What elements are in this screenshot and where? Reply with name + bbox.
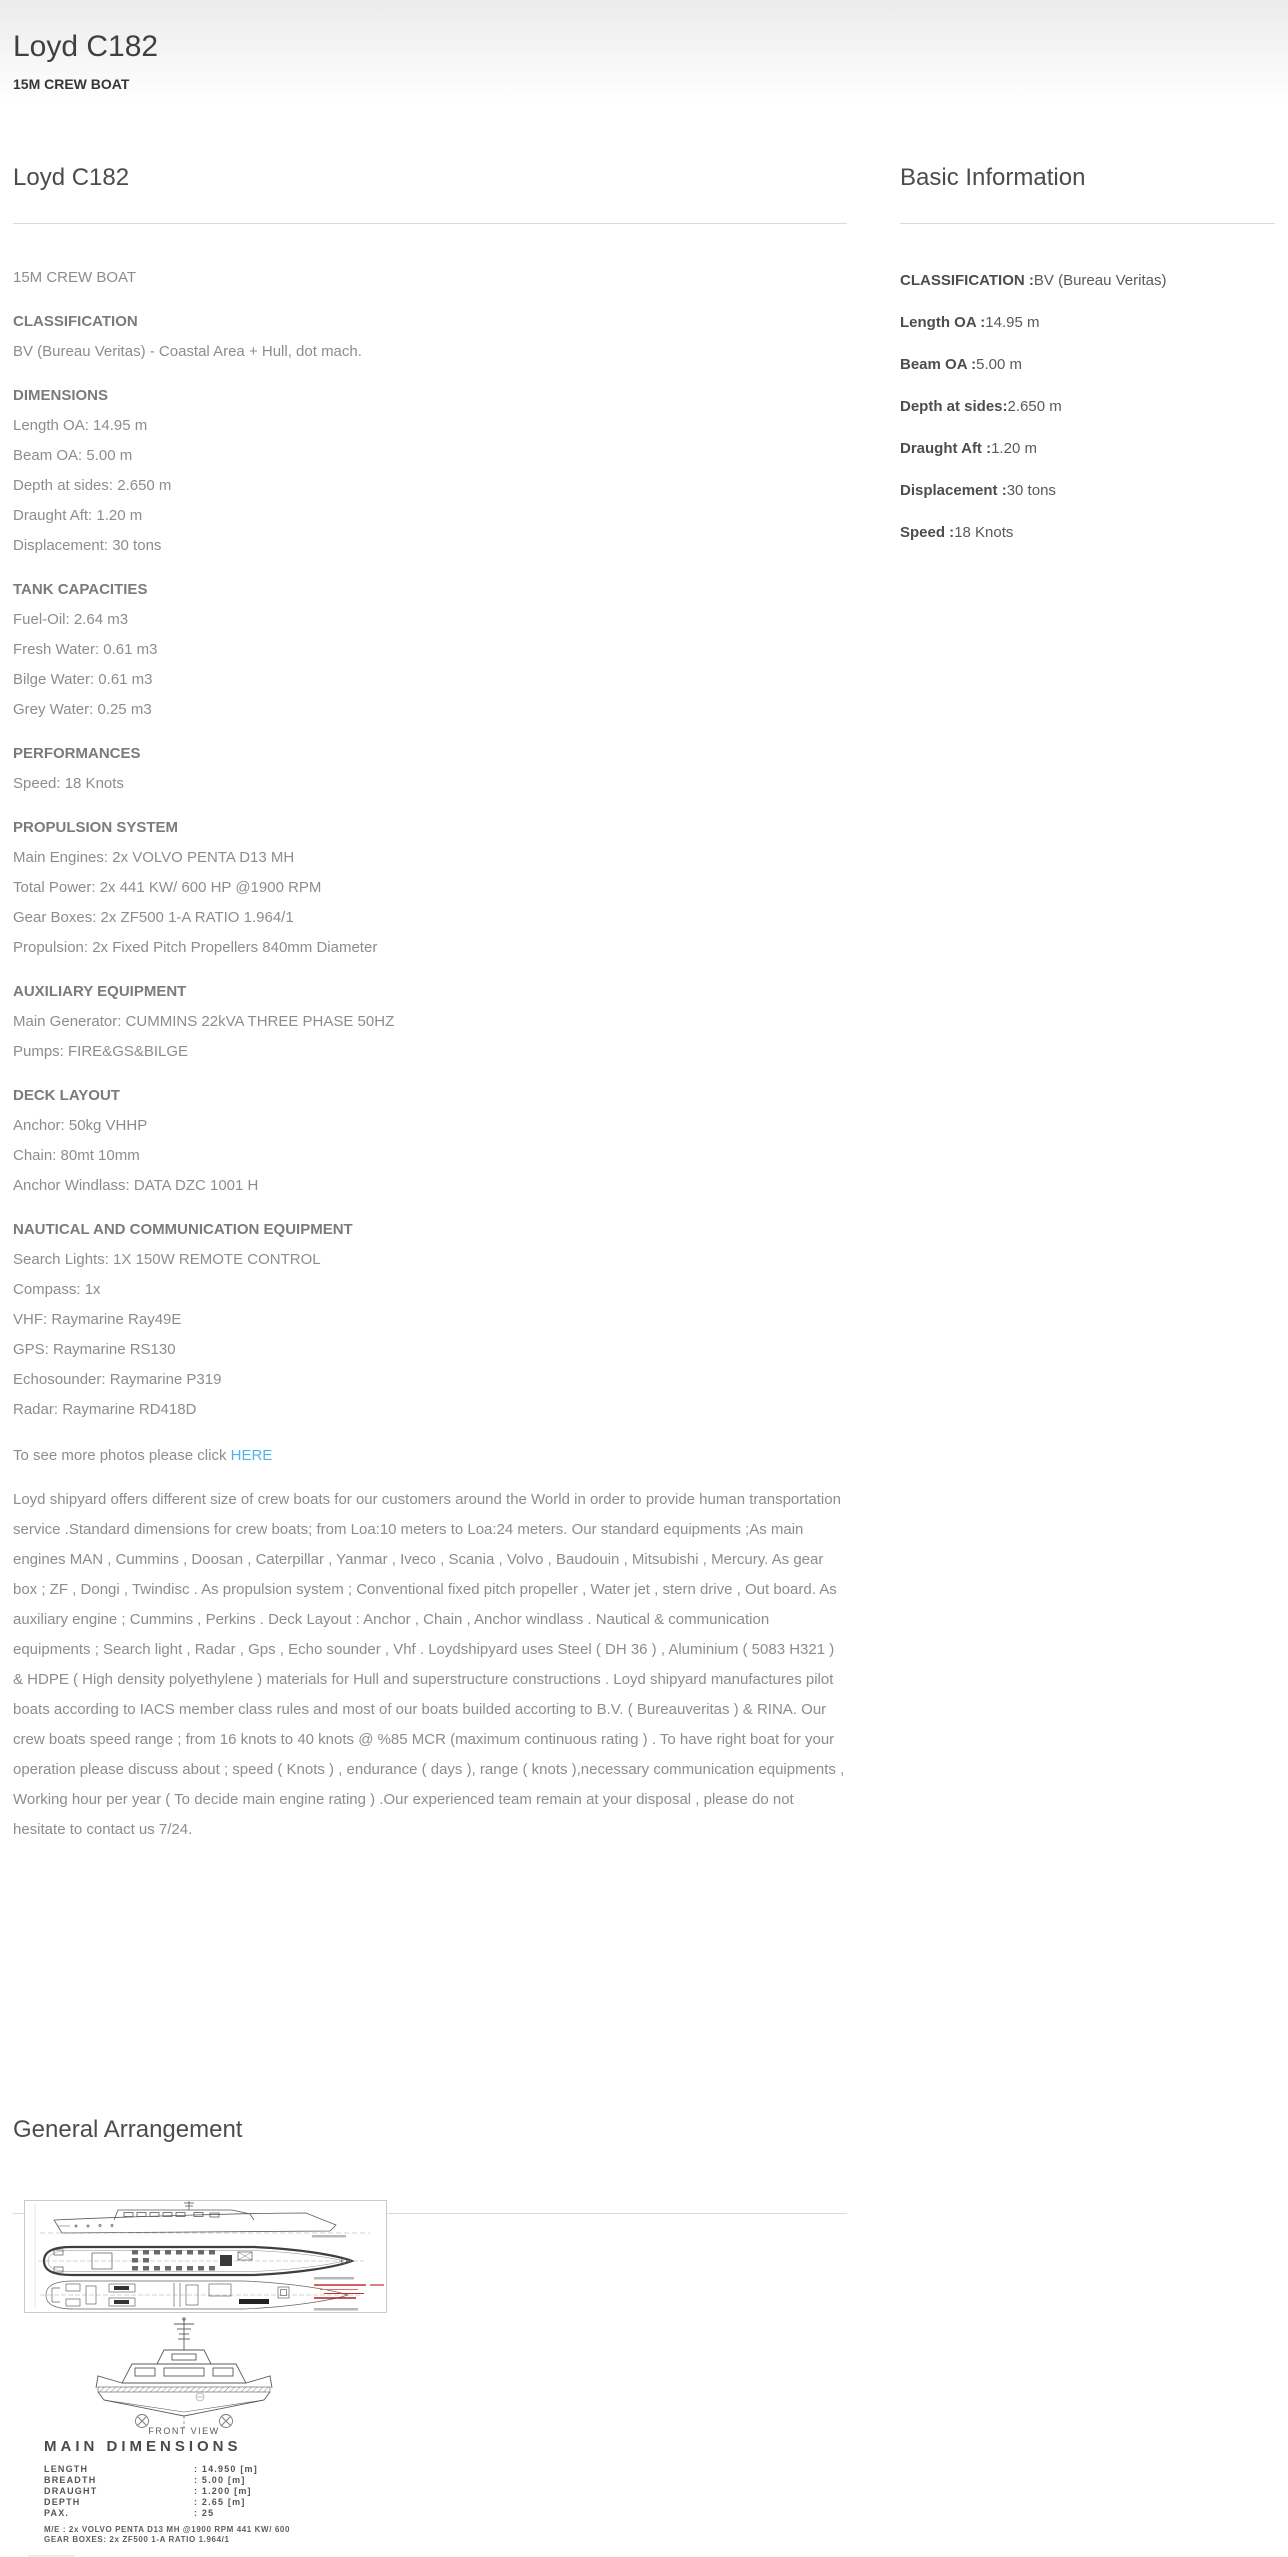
general-arrangement-drawing [14,2200,400,2544]
basic-info-row [900,308,1275,337]
section-heading-deck-layout: DECK LAYOUT [13,1087,120,1104]
spec-line: Beam OA: 5.00 m [13,447,133,464]
boat-drawing-svg [14,2200,400,2436]
basic-info-panel [900,163,1275,547]
spec-line: Propulsion: 2x Fixed Pitch Propellers 840mm Diameter [13,939,378,956]
basic-info-label: Beam OA : [900,356,977,373]
section-heading-tank-capacities: TANK CAPACITIES [13,581,148,598]
main-column [13,163,847,1845]
basic-info-label: CLASSIFICATION : [900,272,1034,289]
dimension-value: : 5.00 [m] [194,2475,246,2485]
spec-line: Grey Water: 0.25 m3 [13,701,152,718]
more-photos-text: To see more photos please click [13,1447,231,1464]
main-dimensions-title: MAIN DIMENSIONS [44,2438,242,2455]
spec-line: Search Lights: 1X 150W REMOTE CONTROL [13,1251,321,1268]
basic-info-row [900,476,1275,505]
main-engine-note: M/E : 2x VOLVO PENTA D13 MH @1900 RPM 441 KW/ 600 [44,2525,291,2534]
section-heading-performances: PERFORMANCES [13,745,141,762]
spec-line: Gear Boxes: 2x ZF500 1-A RATIO 1.964/1 [13,909,294,926]
section-heading-dimensions: DIMENSIONS [13,387,109,404]
spec-line: Fuel-Oil: 2.64 m3 [13,611,129,628]
dimension-label: DRAUGHT [44,2486,98,2496]
dimension-label: BREADTH [44,2475,97,2485]
basic-info-row [900,392,1275,421]
spec-line: Displacement: 30 tons [13,537,162,554]
boat-type-line: 15M CREW BOAT [13,269,137,286]
dimension-value: : 1.200 [m] [194,2486,252,2496]
spec-line: Draught Aft: 1.20 m [13,507,143,524]
dimension-row [44,2508,394,2519]
basic-info-value: 2.650 m [1007,398,1062,415]
basic-info-value: 5.00 m [976,356,1022,373]
spec-line: Anchor Windlass: DATA DZC 1001 H [13,1177,259,1194]
three-view-sheet [25,2201,387,2313]
dimension-label: PAX. [44,2508,70,2518]
dimension-row [44,2486,394,2497]
spec-line: GPS: Raymarine RS130 [13,1341,176,1358]
spec-line: Fresh Water: 0.61 m3 [13,641,158,658]
section-heading-auxiliary: AUXILIARY EQUIPMENT [13,983,187,1000]
dimension-row [44,2464,394,2475]
spec-line: BV (Bureau Veritas) - Coastal Area + Hull, dot mach. [13,343,362,360]
basic-info-row [900,266,1275,295]
shipyard-description: Loyd shipyard offers different size of crew boats for our customers around the World in order to provide human transportation service .Standard dimensions for crew boats; from Loa:10 meters to Loa:24 meters. Our standard equipments ;As main engines MAN , Cummins , Doosan , Caterpillar , Yanmar , Iveco , Scania , Volvo , Baudouin , Mitsubishi , Mercury. As gear box ; ZF , Dongi , Twindisc . As propulsion system ; Conventional fixed pitch propeller , Water jet , stern drive , Out board. As auxiliary engine ; Cummins , Perkins . Deck Layout : Anchor , Chain , Anchor windlass . Nautical & communication equipments ; Search light , Radar , Gps , Echo sounder , Vhf . Loydshipyard uses Steel ( DH 36 ) , Aluminium ( 5083 H321 ) & HDPE ( High density polyethylene ) materials for Hull and superstructure constructions . Loyd shipyard manufactures pilot boats according to IACS member class rules and most of our boats builded accorting to B.V. ( Bureauveritas ) & RINA. Our crew boats speed range ; from 16 knots to 40 knots @ %85 MCR (maximum continuous rating ) . To have right boat for your operation please discuss about ; speed ( Knots ) , endurance ( days ), range ( knots ),necessary communication equipments , Working hour per year ( To decide main engine rating ) .Our experienced team remain at your disposal , please do not hesitate to contact us 7/24. [13,1491,845,1838]
spec-line: Total Power: 2x 441 KW/ 600 HP @1900 RPM [13,879,322,896]
basic-info-label: Draught Aft : [900,440,992,457]
basic-info-value: 18 Knots [954,524,1014,541]
spec-line: Echosounder: Raymarine P319 [13,1371,222,1388]
spec-line: Anchor: 50kg VHHP [13,1117,148,1134]
dimension-label: DEPTH [44,2497,81,2507]
basic-info-value: BV (Bureau Veritas) [1033,272,1167,289]
dimension-row [44,2475,394,2486]
basic-info-label: Displacement : [900,482,1007,499]
front-view [96,2318,272,2428]
section-heading-nautical: NAUTICAL AND COMMUNICATION EQUIPMENT [13,1221,353,1238]
basic-info-label: Length OA : [900,314,986,331]
basic-info-value: 30 tons [1006,482,1056,499]
section-heading-propulsion: PROPULSION SYSTEM [13,819,179,836]
more-photos-line [13,1441,847,1471]
section-heading-classification: CLASSIFICATION [13,313,138,330]
dimension-label: LENGTH [44,2464,89,2474]
gearbox-note: GEAR BOXES: 2x ZF500 1-A RATIO 1.964/1 [44,2535,230,2544]
main-heading: Loyd C182 [13,163,847,224]
spec-line: Length OA: 14.95 m [13,417,148,434]
dimension-row [44,2497,394,2508]
spec-line: Pumps: FIRE&GS&BILGE [13,1043,189,1060]
basic-info-label: Depth at sides: [900,398,1008,415]
spec-line: Bilge Water: 0.61 m3 [13,671,153,688]
main-dimensions-block [14,2438,394,2557]
spec-line: Compass: 1x [13,1281,101,1298]
header-band [0,0,1288,104]
general-arrangement-heading: General Arrangement [13,2115,847,2214]
spec-line: Main Generator: CUMMINS 22kVA THREE PHASE 50HZ [13,1013,395,1030]
page-title: Loyd C182 [13,30,159,64]
spec-line: Main Engines: 2x VOLVO PENTA D13 MH [13,849,295,866]
basic-info-row [900,434,1275,463]
basic-info-value: 14.95 m [985,314,1040,331]
spec-line: Radar: Raymarine RD418D [13,1401,197,1418]
basic-info-value: 1.20 m [991,440,1037,457]
basic-info-label: Speed : [900,524,955,541]
page-subtitle: 15M CREW BOAT [13,76,130,92]
spec-line: Speed: 18 Knots [13,775,124,792]
here-link[interactable]: HERE [230,1447,273,1464]
dimension-value: : 14.950 [m] [194,2464,258,2474]
spec-line: Chain: 80mt 10mm [13,1147,140,1164]
basic-info-row [900,350,1275,379]
basic-info-heading: Basic Information [900,163,1275,224]
dimension-value: : 2.65 [m] [194,2497,246,2507]
spec-line: VHF: Raymarine Ray49E [13,1311,182,1328]
front-view-label: FRONT VIEW [148,2426,220,2436]
spec-line: Depth at sides: 2.650 m [13,477,172,494]
dimension-value: : 25 [194,2508,215,2518]
basic-info-row [900,518,1275,547]
